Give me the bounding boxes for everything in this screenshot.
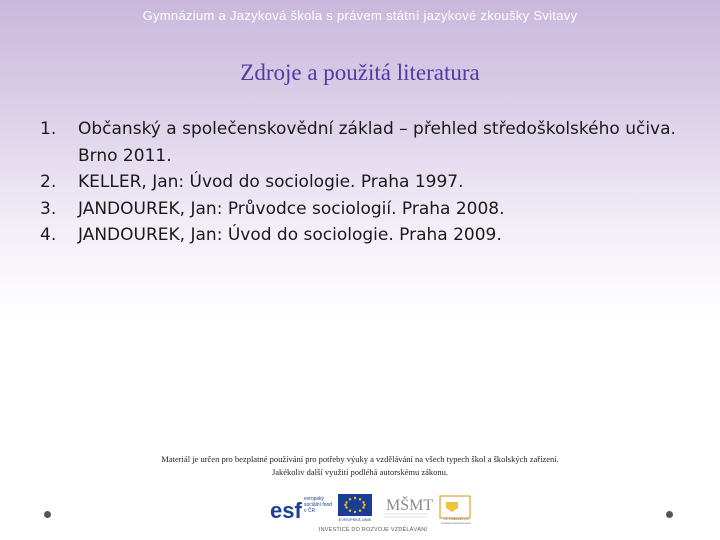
eu-flag-logo bbox=[334, 494, 376, 525]
list-item-number: 1. bbox=[40, 119, 57, 139]
slide-title: Zdroje a použitá literatura bbox=[240, 60, 480, 85]
eu-text: EVROPSKÁ UNIE bbox=[338, 517, 372, 522]
reference-list bbox=[40, 116, 680, 249]
footer-note bbox=[100, 453, 620, 479]
list-item-number: 4. bbox=[40, 225, 57, 245]
list-item-text: Občanský a společenskovědní základ – přehled středoškolského učiva. Brno 2011. bbox=[78, 119, 676, 166]
list-item bbox=[40, 116, 680, 169]
list-item-text: JANDOUREK, Jan: Úvod do sociologie. Praha 2009. bbox=[78, 225, 502, 245]
op-text: OP Vzdělávání pro konkurenceschopnost bbox=[441, 518, 471, 525]
esf-mark: esf bbox=[270, 498, 302, 523]
esf-logo bbox=[268, 496, 334, 524]
school-header: Gymnázium a Jazyková škola s právem státní jazykové zkoušky Svitavy bbox=[142, 8, 578, 23]
op-vk-logo bbox=[434, 496, 478, 526]
list-item bbox=[40, 222, 680, 249]
msmt-logo bbox=[384, 495, 433, 517]
list-item-text: JANDOUREK, Jan: Průvodce sociologií. Praha 2008. bbox=[78, 198, 505, 219]
logo-caption: INVESTICE DO ROZVOJE VZDĚLÁVÁNÍ bbox=[318, 527, 428, 533]
list-item bbox=[40, 196, 680, 223]
msmt-mark: MŠMT bbox=[386, 497, 434, 514]
nav-dot-left bbox=[44, 511, 51, 518]
footer-note-line2: Jakékoliv další využití podléhá autorskému zákonu. bbox=[271, 467, 449, 477]
esf-text: evropský sociální fond v ČR bbox=[304, 496, 333, 514]
footer-note-line1: Materiál je určen pro bezplatné používání pro potřeby výuky a vzdělávání na všech typech škol a školských zařízení. bbox=[161, 454, 559, 464]
funding-logos bbox=[268, 490, 478, 526]
list-item-text: KELLER, Jan: Úvod do sociologie. Praha 1997. bbox=[78, 172, 464, 192]
list-item bbox=[40, 169, 680, 196]
nav-dot-right bbox=[666, 511, 673, 518]
list-item-number: 3. bbox=[40, 198, 57, 219]
list-item-number: 2. bbox=[40, 172, 57, 192]
